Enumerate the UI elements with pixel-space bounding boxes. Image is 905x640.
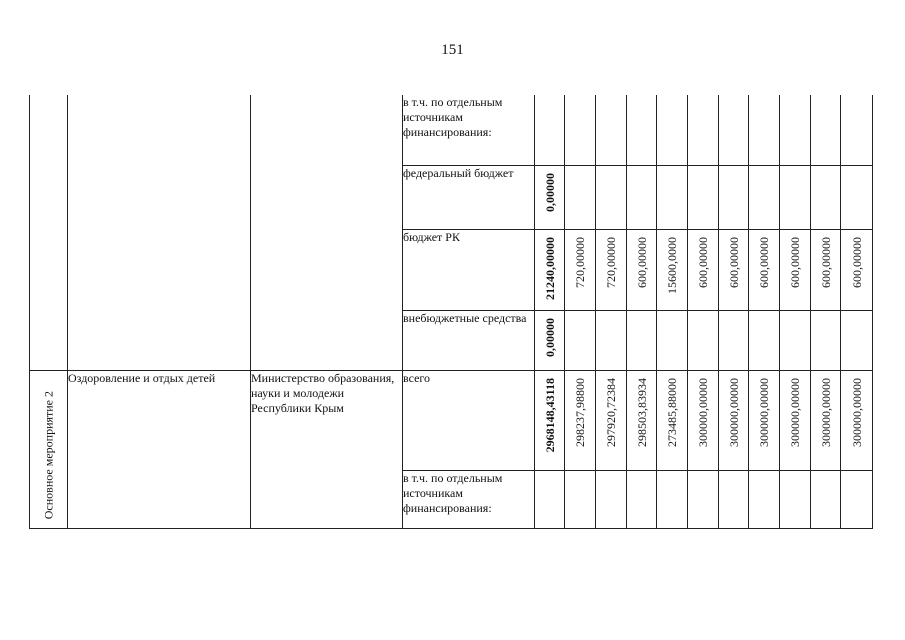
year-cell (841, 310, 873, 370)
year-cell (627, 95, 657, 165)
page-number: 151 (441, 42, 464, 58)
year-cell (719, 95, 749, 165)
year-cell: 298503,83934 (627, 370, 657, 470)
year-cell: 720,00000 (596, 229, 627, 310)
year-cell (719, 165, 749, 229)
year-cell (596, 165, 627, 229)
table-row (30, 370, 873, 470)
year-cell: 600,00000 (841, 229, 873, 310)
year-cell: 600,00000 (749, 229, 780, 310)
total-cell: 0,00000 (535, 310, 565, 370)
year-cell (565, 95, 596, 165)
year-cell (627, 165, 657, 229)
year-cell: 300000,00000 (780, 370, 811, 470)
measure-label: Основное мероприятие 2 (30, 370, 68, 528)
year-cell (688, 95, 719, 165)
year-cell (565, 165, 596, 229)
year-cell (811, 470, 841, 528)
year-cell: 300000,00000 (749, 370, 780, 470)
year-cell: 300000,00000 (688, 370, 719, 470)
source-label: бюджет РК (403, 229, 535, 310)
year-cell (749, 310, 780, 370)
executor-cell-continued (251, 95, 403, 370)
year-cell (780, 310, 811, 370)
total-cell: 0,00000 (535, 165, 565, 229)
year-cell: 600,00000 (811, 229, 841, 310)
year-cell (596, 470, 627, 528)
year-cell: 600,00000 (688, 229, 719, 310)
executor-name: Министерство образования, науки и молодежи Республики Крым (251, 370, 403, 528)
name-cell-continued (68, 95, 251, 370)
year-cell (749, 470, 780, 528)
source-label: всего (403, 370, 535, 470)
year-cell (841, 165, 873, 229)
year-cell: 15600,0000 (657, 229, 688, 310)
year-cell (811, 95, 841, 165)
year-cell (657, 470, 688, 528)
year-cell: 298237,98800 (565, 370, 596, 470)
year-cell (596, 95, 627, 165)
year-cell (811, 165, 841, 229)
year-cell (719, 470, 749, 528)
year-cell (719, 310, 749, 370)
year-cell (811, 310, 841, 370)
source-label: федеральный бюджет (403, 165, 535, 229)
year-cell (627, 310, 657, 370)
year-cell (596, 310, 627, 370)
total-cell (535, 470, 565, 528)
year-cell: 300000,00000 (719, 370, 749, 470)
year-cell: 297920,72384 (596, 370, 627, 470)
year-cell: 600,00000 (627, 229, 657, 310)
year-cell (780, 95, 811, 165)
year-cell (749, 95, 780, 165)
year-cell: 720,00000 (565, 229, 596, 310)
budget-table (29, 95, 873, 529)
measure-cell-continued (30, 95, 68, 370)
source-label: в т.ч. по отдельным источникам финансирования: (403, 95, 535, 165)
total-cell: 21240,00000 (535, 229, 565, 310)
year-cell (657, 165, 688, 229)
year-cell (841, 470, 873, 528)
year-cell (627, 470, 657, 528)
table-row (30, 95, 873, 165)
year-cell (780, 165, 811, 229)
year-cell (657, 310, 688, 370)
source-label: внебюджетные средства (403, 310, 535, 370)
year-cell: 300000,00000 (811, 370, 841, 470)
year-cell (565, 310, 596, 370)
year-cell: 300000,00000 (841, 370, 873, 470)
year-cell (841, 95, 873, 165)
year-cell (688, 165, 719, 229)
year-cell (780, 470, 811, 528)
year-cell: 600,00000 (719, 229, 749, 310)
year-cell (565, 470, 596, 528)
year-cell (688, 470, 719, 528)
total-cell: 2968148,43118 (535, 370, 565, 470)
year-cell: 600,00000 (780, 229, 811, 310)
year-cell (657, 95, 688, 165)
year-cell (688, 310, 719, 370)
year-cell (749, 165, 780, 229)
year-cell: 273485,88000 (657, 370, 688, 470)
total-cell (535, 95, 565, 165)
source-label: в т.ч. по отдельным источникам финансирования: (403, 470, 535, 528)
measure-name: Оздоровление и отдых детей (68, 370, 251, 528)
